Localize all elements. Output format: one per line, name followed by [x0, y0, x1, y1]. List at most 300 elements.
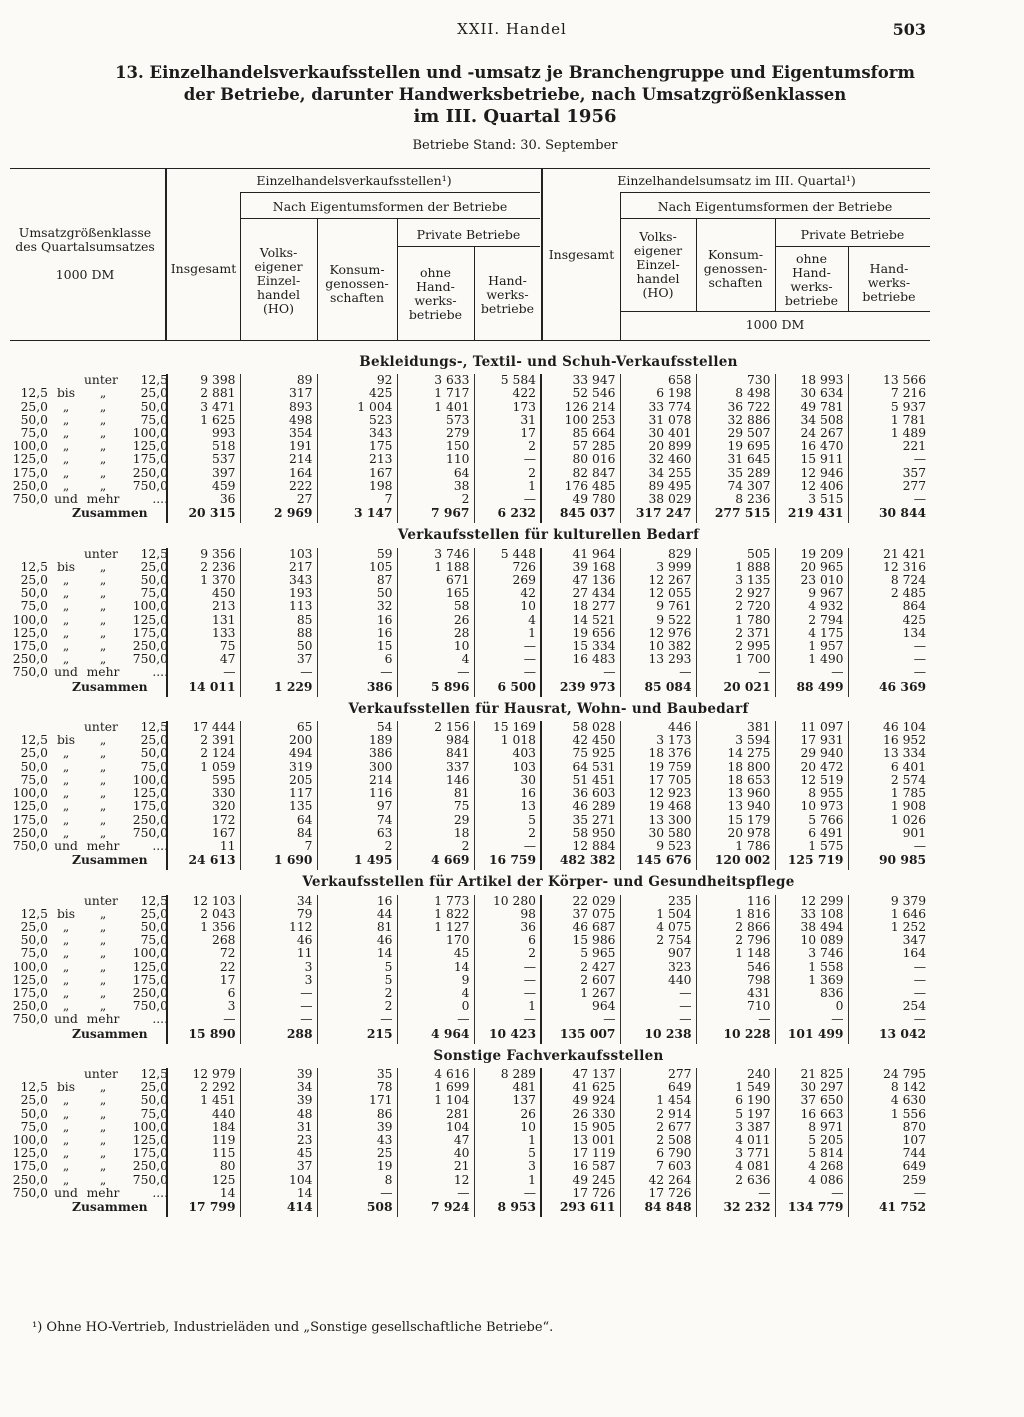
size-class-part: „ [62, 1093, 70, 1108]
table-cell: 0 [397, 1000, 474, 1013]
table-cell: 3 [240, 974, 317, 987]
size-class-part: „ [99, 586, 107, 601]
size-class-part: „ [62, 999, 70, 1014]
total-cell: 20 021 [696, 680, 775, 697]
table-cell: 20 965 [775, 561, 848, 574]
table-cell: — [848, 987, 930, 1000]
row-label [10, 401, 167, 414]
size-class-part: 12,5 [140, 546, 168, 561]
size-class-part: „ [62, 625, 70, 640]
table-cell: 49 781 [775, 401, 848, 414]
size-class [10, 827, 168, 840]
table-cell: 64 [240, 814, 317, 827]
table-cell: — [775, 1013, 848, 1026]
table-cell: 798 [696, 974, 775, 987]
table-cell: 80 016 [541, 453, 620, 466]
table-cell: 164 [240, 467, 317, 480]
table-cell: 85 664 [541, 427, 620, 440]
rule-a3 [397, 246, 540, 247]
total-cell: 10 238 [620, 1027, 696, 1044]
size-class-part: 25,0 [140, 559, 168, 574]
table-cell: 72 [167, 947, 240, 960]
table-cell: 19 759 [620, 761, 696, 774]
size-class-part: „ [99, 465, 107, 480]
table-cell: 38 029 [620, 493, 696, 506]
table-cell: — [474, 1187, 541, 1200]
group-b-label: Einzelhandelsumsatz im III. Quartal¹) [617, 173, 856, 188]
table-cell: 1 188 [397, 561, 474, 574]
table-cell: 10 [397, 640, 474, 653]
table-cell: 50 [240, 640, 317, 653]
table-cell: 8 236 [696, 493, 775, 506]
size-class [10, 453, 168, 466]
size-class-part: 250,0 [12, 478, 48, 493]
table-cell: 172 [167, 814, 240, 827]
size-class-part: 250,0 [12, 1172, 48, 1187]
table-cell: — [848, 453, 930, 466]
table-cell: 1 816 [696, 908, 775, 921]
total-cell: 386 [317, 680, 397, 697]
table-cell: 744 [848, 1147, 930, 1160]
table-cell: 14 [240, 1187, 317, 1200]
table-cell: 184 [167, 1121, 240, 1134]
size-class-part: „ [99, 439, 107, 454]
table-cell: 5 [317, 974, 397, 987]
size-class-part: „ [99, 452, 107, 467]
total-cell: 10 228 [696, 1027, 775, 1044]
page-header [0, 20, 1024, 42]
row-label [10, 974, 167, 987]
size-class-part: 750,0 [132, 825, 168, 840]
size-class-part: 750,0 [12, 838, 48, 853]
table-cell: 1 [474, 627, 541, 640]
table-cell: 907 [620, 947, 696, 960]
table-cell: 11 [167, 840, 240, 853]
row-label [10, 747, 167, 760]
table-cell: 45 [240, 1147, 317, 1160]
table-cell: 5 205 [775, 1134, 848, 1147]
table-cell: 173 [474, 401, 541, 414]
total-cell: 24 613 [167, 853, 240, 870]
table-cell: 1 556 [848, 1108, 930, 1121]
table-cell: 214 [240, 453, 317, 466]
table-cell: 214 [317, 774, 397, 787]
size-class-part: „ [62, 1146, 70, 1161]
table-cell: 1 785 [848, 787, 930, 800]
table-cell: 29 507 [696, 427, 775, 440]
size-class-part: 125,0 [12, 972, 48, 987]
table-cell: 277 [620, 1068, 696, 1081]
table-cell: 836 [775, 987, 848, 1000]
size-class-part: .... [152, 838, 168, 853]
table-cell: 1 127 [397, 921, 474, 934]
section-title: Verkaufsstellen für kulturellen Bedarf [397, 527, 700, 544]
row-label [10, 1013, 167, 1026]
table-cell: 17 726 [541, 1187, 620, 1200]
size-class [10, 1160, 168, 1173]
table-cell: 89 495 [620, 480, 696, 493]
table-cell: 75 [397, 800, 474, 813]
table-cell: — [317, 1013, 397, 1026]
table-cell: 47 137 [541, 1068, 620, 1081]
size-class-part: bis [56, 906, 76, 921]
size-class-part: „ [62, 412, 70, 427]
table-cell: 213 [167, 600, 240, 613]
table-cell: 32 [317, 600, 397, 613]
table-cell: 13 566 [848, 374, 930, 387]
table-cell: 146 [397, 774, 474, 787]
section-heading [10, 697, 930, 721]
table-cell: 14 275 [696, 747, 775, 760]
section-heading [10, 350, 930, 374]
table-cell: 259 [848, 1174, 930, 1187]
table-cell: 6 790 [620, 1147, 696, 1160]
table-cell: 34 255 [620, 467, 696, 480]
size-class-part: „ [62, 1119, 70, 1134]
table-cell: 46 104 [848, 721, 930, 734]
size-class-part: „ [99, 652, 107, 667]
table-cell: 81 [397, 787, 474, 800]
table-cell: 175 [317, 440, 397, 453]
table-cell: 2 [397, 493, 474, 506]
size-class-part: 125,0 [132, 612, 168, 627]
size-class-part: 75,0 [20, 1119, 48, 1134]
table-cell: 117 [240, 787, 317, 800]
table-cell: 5 [317, 961, 397, 974]
table-cell: 1 888 [696, 561, 775, 574]
rule-b4 [620, 311, 930, 312]
table-cell: 38 [397, 480, 474, 493]
size-class-part: „ [62, 772, 70, 787]
rule-bottom [10, 340, 930, 341]
table-cell: 5 584 [474, 374, 541, 387]
total-label: Zusammen [72, 1198, 148, 1214]
size-class-part: „ [99, 1119, 107, 1134]
row-label [10, 548, 167, 561]
table-cell: 431 [696, 987, 775, 1000]
table-cell: 164 [848, 947, 930, 960]
table-cell: 133 [167, 627, 240, 640]
table-cell: 4 [397, 987, 474, 1000]
size-class-part: „ [99, 399, 107, 414]
size-class-part: .... [152, 665, 168, 680]
table-row [10, 908, 930, 921]
total-cell: 219 431 [775, 506, 848, 523]
unit-label: 1000 DM [745, 317, 805, 332]
table-cell: 12 267 [620, 574, 696, 587]
table-cell: 2 607 [541, 974, 620, 987]
table-cell: 86 [317, 1108, 397, 1121]
table-cell: 88 [240, 627, 317, 640]
table-cell: 870 [848, 1121, 930, 1134]
table-cell: — [240, 1000, 317, 1013]
table-cell: — [240, 666, 317, 679]
table-cell: 7 [317, 493, 397, 506]
table-cell: 16 952 [848, 734, 930, 747]
table-cell: 30 634 [775, 387, 848, 400]
ohne-hw-a-label: ohne Hand- werks- betriebe [408, 265, 463, 322]
table-cell: — [474, 493, 541, 506]
table-cell: — [541, 666, 620, 679]
table-cell: — [240, 987, 317, 1000]
table-cell: 170 [397, 934, 474, 947]
table-cell: 32 886 [696, 414, 775, 427]
table-cell: 58 028 [541, 721, 620, 734]
table-cell: 1 [474, 1134, 541, 1147]
size-class-part: mehr [86, 492, 120, 507]
table-cell: 13 960 [696, 787, 775, 800]
table-cell: 2 391 [167, 734, 240, 747]
table-cell: 2 [317, 840, 397, 853]
table-cell: — [620, 1000, 696, 1013]
size-class-part: mehr [86, 665, 120, 680]
total-label: Zusammen [72, 1025, 148, 1041]
table-cell: 710 [696, 1000, 775, 1013]
hw-b-label: Hand- werks- betriebe [862, 261, 916, 304]
total-cell: 30 844 [848, 506, 930, 523]
size-class-part: „ [62, 426, 70, 441]
table-cell: 81 [317, 921, 397, 934]
hw-a-label: Hand- werks- betriebe [480, 273, 535, 316]
total-cell: 277 515 [696, 506, 775, 523]
table-cell: 277 [848, 480, 930, 493]
table-cell: 137 [474, 1094, 541, 1107]
size-class-part: 125,0 [12, 799, 48, 814]
size-class-part: 12,5 [20, 733, 48, 748]
table-cell: 6 [474, 934, 541, 947]
size-class-part: 125,0 [12, 1146, 48, 1161]
table-cell: 15 986 [541, 934, 620, 947]
table-cell: 2 [474, 947, 541, 960]
table-cell: 191 [240, 440, 317, 453]
size-class-part: 100,0 [132, 1119, 168, 1134]
table-cell: 595 [167, 774, 240, 787]
table-cell: 440 [167, 1108, 240, 1121]
size-class-part: „ [99, 625, 107, 640]
table-cell: 167 [317, 467, 397, 480]
table-cell: 2 124 [167, 747, 240, 760]
size-class-part: „ [99, 746, 107, 761]
size-class-part: 250,0 [132, 465, 168, 480]
size-class [10, 387, 168, 400]
table-cell: 12 406 [775, 480, 848, 493]
table-cell: 481 [474, 1081, 541, 1094]
size-class-part: „ [99, 1080, 107, 1095]
rule-a1 [240, 192, 540, 193]
table-row [10, 614, 930, 627]
table-cell: 6 [317, 653, 397, 666]
table-cell: 2 754 [620, 934, 696, 947]
table-cell: 49 780 [541, 493, 620, 506]
section-heading [10, 1044, 930, 1068]
table-cell: 105 [317, 561, 397, 574]
table-cell: 2 794 [775, 614, 848, 627]
size-class-part: 12,5 [20, 559, 48, 574]
table-cell: 47 [167, 653, 240, 666]
table-cell: 300 [317, 761, 397, 774]
size-class-part: 250,0 [132, 985, 168, 1000]
size-class-part: 75,0 [140, 759, 168, 774]
table-cell: 26 [474, 1108, 541, 1121]
size-class-part: 50,0 [20, 412, 48, 427]
row-label [10, 1187, 167, 1200]
size-class-part: 50,0 [20, 586, 48, 601]
table-cell: 63 [317, 827, 397, 840]
size-class-part: 250,0 [132, 1159, 168, 1174]
row-label [10, 947, 167, 960]
table-cell: 104 [240, 1174, 317, 1187]
table-cell: 440 [620, 974, 696, 987]
size-class-part: 25,0 [20, 1093, 48, 1108]
table-cell: 254 [848, 1000, 930, 1013]
size-class-part: 50,0 [140, 573, 168, 588]
table-cell: 36 [167, 493, 240, 506]
table-cell: 2 292 [167, 1081, 240, 1094]
table-cell: 5 965 [541, 947, 620, 960]
size-class-part: „ [62, 639, 70, 654]
title-line-2: der Betriebe, darunter Handwerksbetriebe, nach Umsatzgrößenklassen [183, 85, 847, 104]
table-cell: 1 252 [848, 921, 930, 934]
size-class-part: 125,0 [12, 625, 48, 640]
size-class-part: 12,5 [140, 720, 168, 735]
table-cell: 5 937 [848, 401, 930, 414]
table-cell: 403 [474, 747, 541, 760]
size-class-part: „ [99, 386, 107, 401]
table-row [10, 653, 930, 666]
table-cell: 1 717 [397, 387, 474, 400]
table-cell: 15 911 [775, 453, 848, 466]
table-cell: 523 [317, 414, 397, 427]
table-cell: 5 814 [775, 1147, 848, 1160]
table-cell: 30 401 [620, 427, 696, 440]
table-cell: 9 523 [620, 840, 696, 853]
table-cell: — [474, 961, 541, 974]
table-cell: 12 884 [541, 840, 620, 853]
size-class-part: 250,0 [12, 999, 48, 1014]
size-class-part: „ [62, 652, 70, 667]
table-row [10, 974, 930, 987]
table-cell: — [240, 1013, 317, 1026]
table-cell: — [474, 653, 541, 666]
table-cell: 78 [317, 1081, 397, 1094]
table-row [10, 1121, 930, 1134]
table-cell: — [696, 666, 775, 679]
table-cell: 320 [167, 800, 240, 813]
table-cell: 22 [167, 961, 240, 974]
table-cell: 47 136 [541, 574, 620, 587]
table-cell: 17 705 [620, 774, 696, 787]
table-cell: 75 925 [541, 747, 620, 760]
row-label [10, 761, 167, 774]
table-cell: 20 978 [696, 827, 775, 840]
size-class [10, 1121, 168, 1134]
data-table [10, 350, 930, 1217]
table-cell: 354 [240, 427, 317, 440]
table-cell: 3 [167, 1000, 240, 1013]
size-class-part: und [54, 1012, 78, 1027]
table-row [10, 814, 930, 827]
table-cell: 14 [167, 1187, 240, 1200]
table-cell: 11 097 [775, 721, 848, 734]
table-cell: 357 [848, 467, 930, 480]
table-row [10, 1187, 930, 1200]
size-class [10, 814, 168, 827]
size-class-part: „ [62, 746, 70, 761]
table-cell: 31 [240, 1121, 317, 1134]
table-cell: 3 135 [696, 574, 775, 587]
table-cell: 459 [167, 480, 240, 493]
table-cell: 17 [474, 427, 541, 440]
size-class-part: 175,0 [132, 972, 168, 987]
table-cell: 1 625 [167, 414, 240, 427]
table-cell: — [848, 640, 930, 653]
table-cell: 3 [474, 1160, 541, 1173]
row-label [10, 908, 167, 921]
table-cell: 425 [848, 614, 930, 627]
size-class [10, 401, 168, 414]
table-cell: 16 [317, 627, 397, 640]
size-class-part: „ [62, 1159, 70, 1174]
table-cell: 3 746 [397, 548, 474, 561]
table-cell: 10 [474, 600, 541, 613]
size-class-part: 100,0 [132, 772, 168, 787]
table-cell: 841 [397, 747, 474, 760]
table-cell: 4 630 [848, 1094, 930, 1107]
table-cell: 671 [397, 574, 474, 587]
table-cell: 1 [474, 1174, 541, 1187]
table-cell: 8 955 [775, 787, 848, 800]
table-cell: 103 [240, 548, 317, 561]
total-cell: 4 964 [397, 1027, 474, 1044]
size-class-part: „ [62, 759, 70, 774]
table-cell: 12 979 [167, 1068, 240, 1081]
table-cell: 1 699 [397, 1081, 474, 1094]
table-cell: 46 687 [541, 921, 620, 934]
total-cell: 6 500 [474, 680, 541, 697]
total-cell: 145 676 [620, 853, 696, 870]
row-label [10, 1174, 167, 1187]
total-cell: 15 890 [167, 1027, 240, 1044]
size-class-part: 12,5 [20, 906, 48, 921]
table-cell: 13 300 [620, 814, 696, 827]
table-cell: 82 847 [541, 467, 620, 480]
size-class-part: „ [62, 478, 70, 493]
table-cell: 35 [317, 1068, 397, 1081]
size-class-part: 25,0 [140, 906, 168, 921]
table-cell: 41 625 [541, 1081, 620, 1094]
size-class-part: 12,5 [20, 1080, 48, 1095]
size-class-part: 750,0 [12, 1012, 48, 1027]
table-cell: 1 700 [696, 653, 775, 666]
table-cell: 171 [317, 1094, 397, 1107]
table-cell: 39 [317, 1121, 397, 1134]
table-row [10, 1000, 930, 1013]
table-cell: 2 [474, 467, 541, 480]
table-cell: 18 376 [620, 747, 696, 760]
table-cell: 6 401 [848, 761, 930, 774]
size-class-part: „ [62, 972, 70, 987]
table-row [10, 961, 930, 974]
table-cell: 222 [240, 480, 317, 493]
table-cell: 18 [397, 827, 474, 840]
table-cell: 98 [474, 908, 541, 921]
table-cell: 3 594 [696, 734, 775, 747]
table-header [10, 168, 930, 340]
table-cell: 87 [317, 574, 397, 587]
table-cell: 58 [397, 600, 474, 613]
table-cell: — [167, 1013, 240, 1026]
total-cell: 7 967 [397, 506, 474, 523]
